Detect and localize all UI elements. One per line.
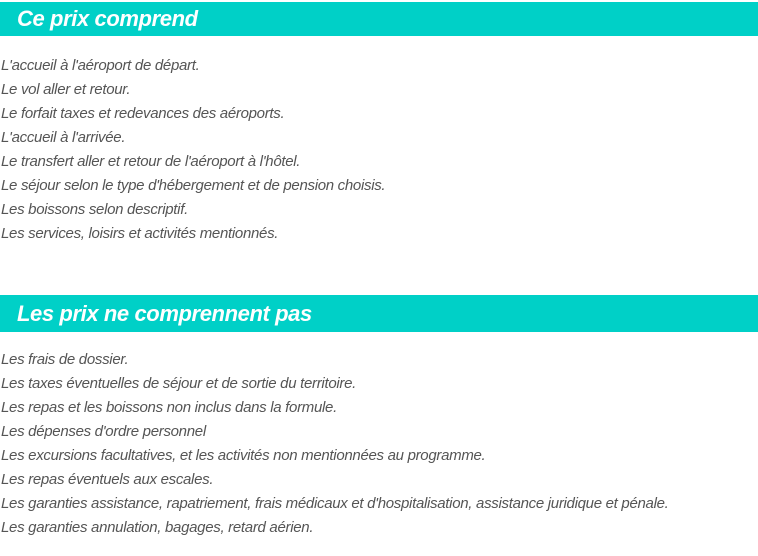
list-item: Le transfert aller et retour de l'aéroport à l'hôtel. bbox=[1, 153, 301, 170]
list-item: Les dépenses d'ordre personnel bbox=[1, 423, 206, 440]
list-item: Les garanties annulation, bagages, retard aérien. bbox=[1, 519, 314, 536]
list-item: Les frais de dossier. bbox=[1, 351, 129, 368]
list-item: L'accueil à l'aéroport de départ. bbox=[1, 57, 200, 74]
price-excludes-list bbox=[0, 348, 758, 540]
price-includes-list bbox=[0, 54, 758, 246]
list-item: Les garanties assistance, rapatriement, frais médicaux et d'hospitalisation, assistance juridique et pénale. bbox=[1, 495, 669, 512]
list-item: Les services, loisirs et activités mentionnés. bbox=[1, 225, 279, 242]
list-item: Les taxes éventuelles de séjour et de sortie du territoire. bbox=[1, 375, 357, 392]
section-title: Les prix ne comprennent pas bbox=[17, 300, 312, 326]
list-item: Les repas et les boissons non inclus dans la formule. bbox=[1, 399, 337, 416]
list-item: Le vol aller et retour. bbox=[1, 81, 131, 98]
list-item: L'accueil à l'arrivée. bbox=[1, 129, 126, 146]
list-item: Le forfait taxes et redevances des aéroports. bbox=[1, 105, 285, 122]
list-item: Les excursions facultatives, et les activités non mentionnées au programme. bbox=[1, 447, 486, 464]
list-item: Les boissons selon descriptif. bbox=[1, 201, 188, 218]
section-header-price-includes bbox=[0, 2, 758, 36]
list-item: Les repas éventuels aux escales. bbox=[1, 471, 214, 488]
section-title: Ce prix comprend bbox=[17, 6, 198, 31]
list-item: Le séjour selon le type d'hébergement et de pension choisis. bbox=[1, 177, 386, 194]
section-header-price-excludes bbox=[0, 295, 758, 332]
